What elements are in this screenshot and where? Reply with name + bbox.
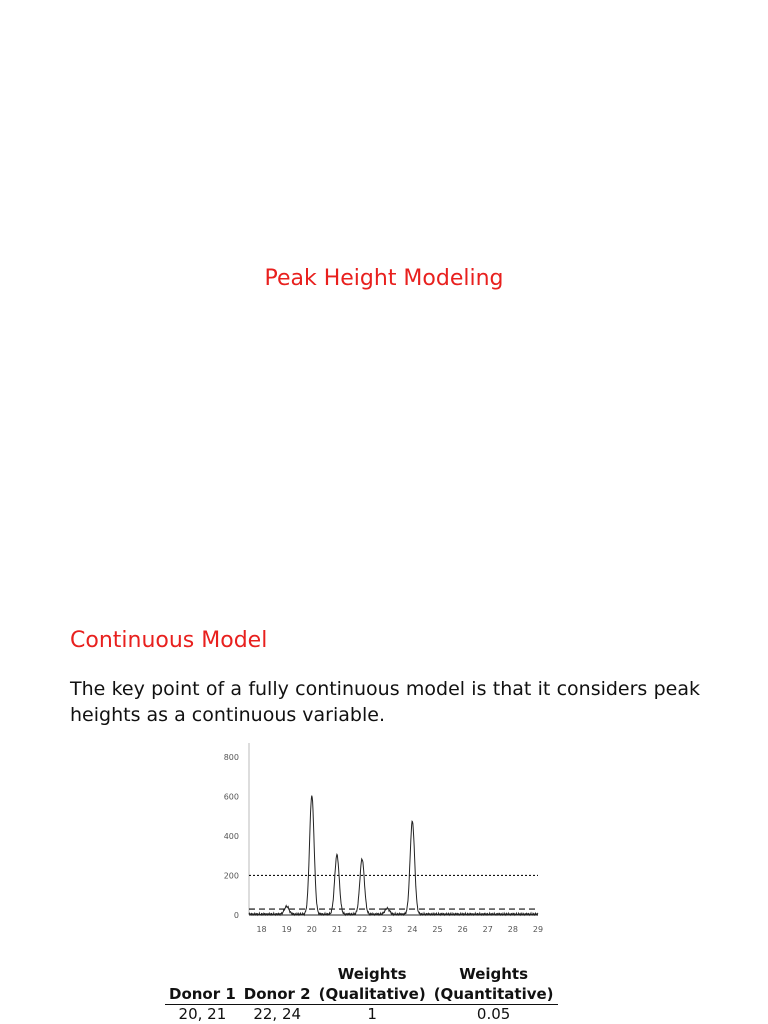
x-tick-label: 20: [306, 925, 317, 934]
x-tick-label: 29: [532, 925, 544, 934]
table-header-cell: Donor 1: [165, 984, 240, 1005]
x-tick-label: 18: [256, 925, 267, 934]
y-tick-label: 800: [223, 752, 239, 762]
slide-title: Peak Height Modeling: [264, 266, 504, 291]
table-cell: 22, 24: [253, 1005, 302, 1023]
body-paragraph: The key point of a fully continuous model is that it considers peak heights as a continuous variable.: [70, 678, 700, 726]
x-tick-label: 28: [507, 925, 518, 934]
table-header-cell: Weights: [459, 965, 529, 983]
threshold-lines: [249, 875, 538, 909]
y-tick-label: 0: [233, 911, 239, 920]
y-axis: [249, 743, 538, 915]
x-tick-label: 27: [482, 925, 493, 934]
donor-weights-table: [165, 964, 558, 1023]
table-header-cell: Weights: [337, 965, 407, 983]
x-tick-label: 24: [407, 925, 418, 934]
x-tick-label: 23: [382, 925, 393, 934]
x-tick-labels: [256, 925, 543, 934]
table-header-row-top: [165, 964, 558, 984]
x-tick-label: 19: [281, 925, 292, 934]
table-cell: 20, 21: [178, 1005, 227, 1023]
x-tick-label: 26: [457, 925, 468, 934]
table-header-row-bottom: [165, 984, 558, 1005]
table-header-cell: (Quantitative): [430, 984, 558, 1005]
series-group: [249, 796, 538, 915]
section-title: Continuous Model: [70, 628, 268, 653]
x-tick-label: 22: [356, 925, 368, 934]
table-row: [165, 1005, 558, 1024]
y-tick-label: 200: [223, 871, 239, 881]
y-tick-labels: [224, 753, 239, 920]
table-header-cell: (Qualitative): [315, 984, 430, 1005]
signal-trace: [249, 796, 538, 915]
electropherogram-chart: [200, 738, 560, 943]
table-header-cell: [165, 964, 240, 984]
table-cell: 0.05: [476, 1005, 511, 1023]
table-header-cell: Donor 2: [240, 984, 315, 1005]
table-cell: 1: [367, 1005, 377, 1023]
y-tick-label: 400: [223, 831, 239, 841]
table-header-cell: [240, 964, 315, 984]
x-tick-label: 25: [432, 925, 443, 934]
x-tick-label: 21: [331, 925, 343, 934]
y-tick-label: 600: [223, 792, 239, 802]
